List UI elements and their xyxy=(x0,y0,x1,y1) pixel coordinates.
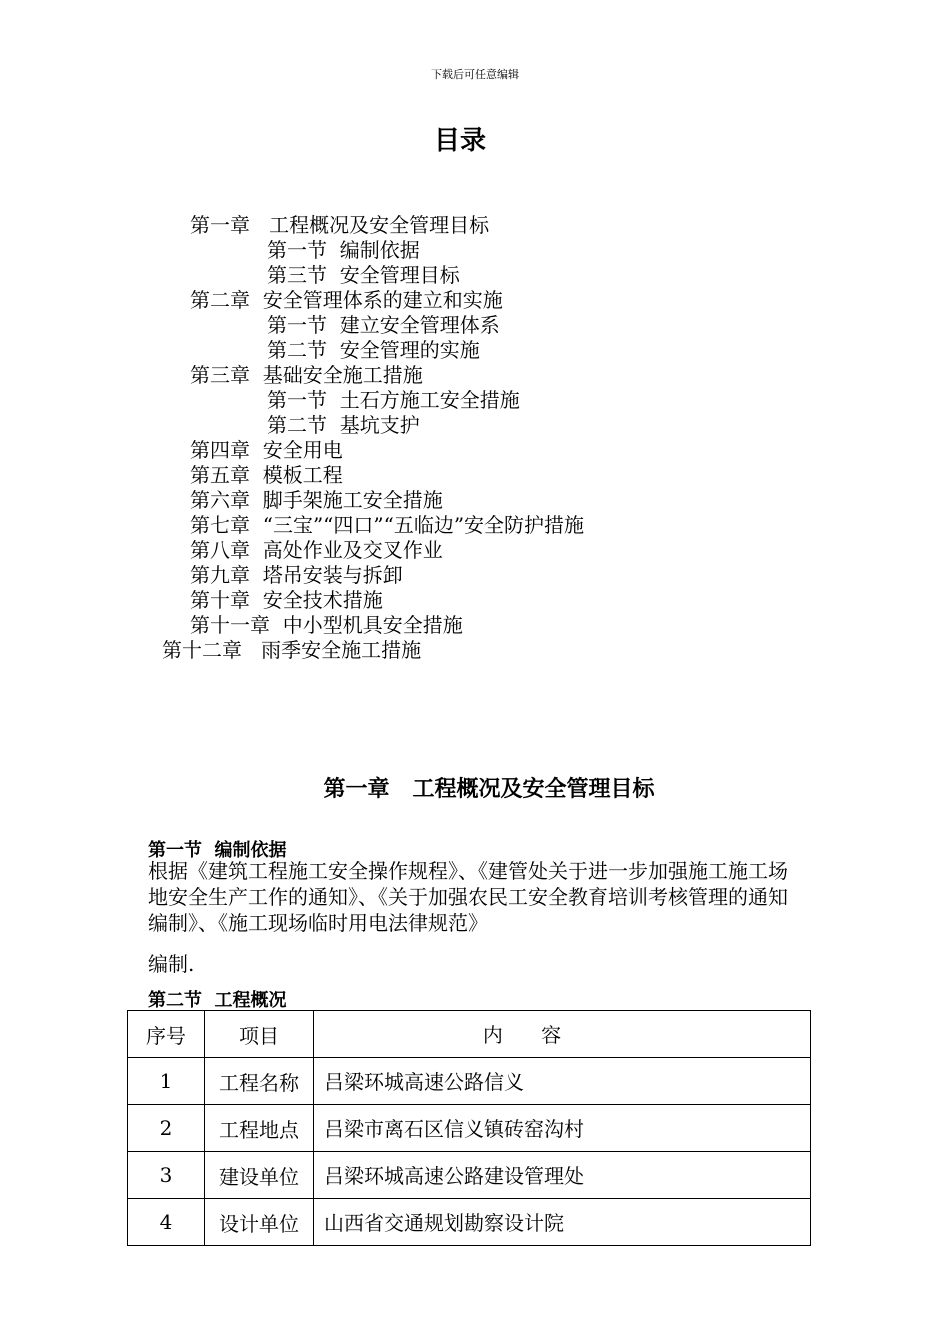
toc-chapter-9[interactable]: 第九章 塔吊安装与拆卸 xyxy=(190,563,403,587)
page-header-note: 下载后可任意编辑 xyxy=(431,68,519,81)
table-cell: 3 xyxy=(128,1152,205,1199)
toc-chapter-11[interactable]: 第十一章 中小型机具安全措施 xyxy=(190,613,463,637)
toc-chapter-6[interactable]: 第六章 脚手架施工安全措施 xyxy=(190,488,443,512)
table-cell: 4 xyxy=(128,1199,205,1246)
table-cell: 山西省交通规划勘察设计院 xyxy=(314,1199,811,1246)
toc-chapter-10[interactable]: 第十章 安全技术措施 xyxy=(190,588,383,612)
column-header: 项目 xyxy=(205,1011,314,1058)
table-row xyxy=(128,1105,811,1152)
toc-section[interactable]: 第一节 土石方施工安全措施 xyxy=(267,388,520,412)
table-cell: 吕梁环城高速公路信义 xyxy=(314,1058,811,1105)
toc-chapter-7[interactable]: 第七章 “三宝”“四口”“五临边”安全防护措施 xyxy=(190,513,585,537)
toc-section[interactable]: 第一节 编制依据 xyxy=(267,238,420,262)
toc-chapter-4[interactable]: 第四章 安全用电 xyxy=(190,438,343,462)
body-paragraph: 根据《建筑工程施工安全操作规程》、《建管处关于进一步加强施工施工场地安全生产工作的通知》、《关于加强农民工安全教育培训考核管理的通知编制》、《施工现场临时用电法律规范》 xyxy=(148,859,788,935)
table-cell: 建设单位 xyxy=(205,1152,314,1199)
column-header: 序号 xyxy=(128,1011,205,1058)
column-header: 内 容 xyxy=(314,1011,811,1058)
table-row xyxy=(128,1058,811,1105)
body-paragraph-tail: 编制. xyxy=(148,952,195,976)
toc-section[interactable]: 第一节 建立安全管理体系 xyxy=(267,313,500,337)
toc-section[interactable]: 第二节 基坑支护 xyxy=(267,413,420,437)
toc-section[interactable]: 第三节 安全管理目标 xyxy=(267,263,460,287)
toc-chapter-12[interactable]: 第十二章 雨季安全施工措施 xyxy=(162,638,422,662)
project-overview-table xyxy=(127,1010,811,1246)
toc-chapter-3[interactable]: 第三章 基础安全施工措施 xyxy=(190,363,423,387)
table-cell: 吕梁环城高速公路建设管理处 xyxy=(314,1152,811,1199)
toc-chapter-1[interactable]: 第一章 工程概况及安全管理目标 xyxy=(190,213,490,237)
chapter-heading: 第一章 工程概况及安全管理目标 xyxy=(323,777,655,802)
section-heading: 第一节 编制依据 xyxy=(148,840,287,861)
table-cell: 吕梁市离石区信义镇砖窑沟村 xyxy=(314,1105,811,1152)
table-cell: 设计单位 xyxy=(205,1199,314,1246)
table-cell: 1 xyxy=(128,1058,205,1105)
table-cell: 2 xyxy=(128,1105,205,1152)
toc-title: 目录 xyxy=(433,126,486,156)
toc-chapter-5[interactable]: 第五章 模板工程 xyxy=(190,463,343,487)
table-cell: 工程地点 xyxy=(205,1105,314,1152)
toc-section[interactable]: 第二节 安全管理的实施 xyxy=(267,338,480,362)
table-header-row xyxy=(128,1011,811,1058)
toc-chapter-8[interactable]: 第八章 高处作业及交叉作业 xyxy=(190,538,443,562)
table-row xyxy=(128,1152,811,1199)
toc-chapter-2[interactable]: 第二章 安全管理体系的建立和实施 xyxy=(190,288,503,312)
table-row xyxy=(128,1199,811,1246)
table-cell: 工程名称 xyxy=(205,1058,314,1105)
section-heading: 第二节 工程概况 xyxy=(148,990,287,1011)
